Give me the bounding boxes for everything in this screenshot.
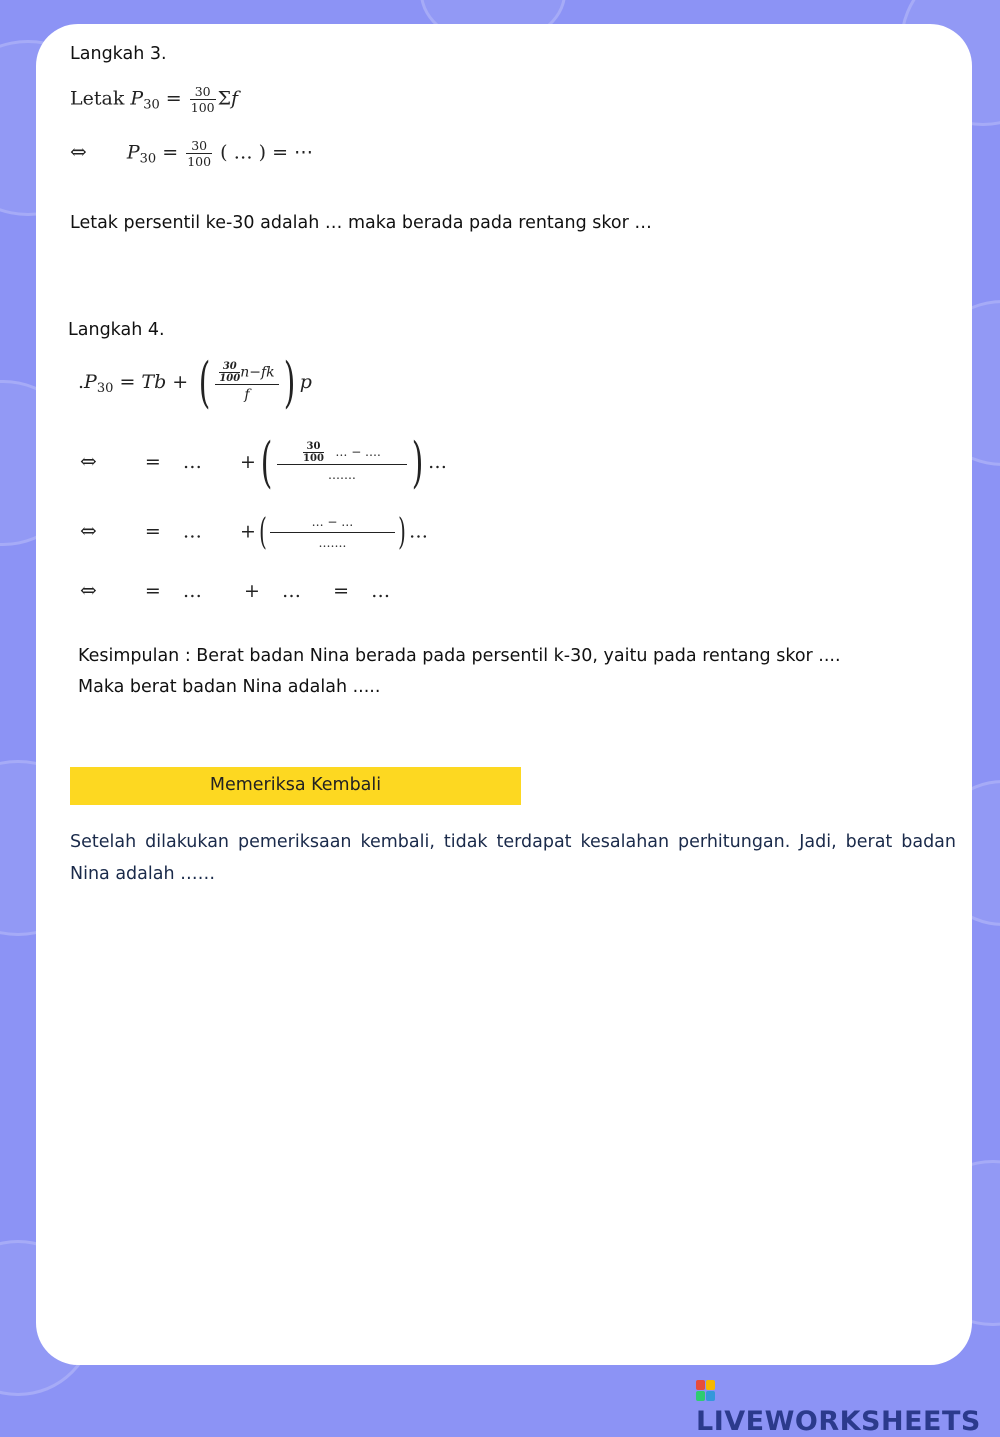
- equals-sign: =: [162, 141, 179, 164]
- review-paragraph: Setelah dilakukan pemeriksaan kembali, tidak terdapat kesalahan perhitungan. Jadi, berat badan Nina adalah ……: [70, 832, 956, 884]
- lead-dot: .: [78, 371, 85, 393]
- answer-blank[interactable]: …: [428, 451, 448, 473]
- result-dots: = ⋯: [272, 141, 314, 164]
- left-paren: (: [259, 511, 267, 553]
- answer-blank[interactable]: … − ….: [335, 445, 381, 459]
- brand-name: LIVEWORKSHEETS: [696, 1406, 981, 1437]
- subscript: 30: [139, 151, 157, 167]
- equals-sign: =: [144, 451, 161, 473]
- variable-p: P: [126, 141, 140, 164]
- inner-fraction: $\frac{30}{100}$: [219, 361, 241, 384]
- subscript: 30: [143, 97, 160, 113]
- subscript: 30: [96, 381, 114, 396]
- answer-blank[interactable]: …: [182, 451, 202, 473]
- step4-formula: [78, 351, 312, 414]
- variable-tb: Tb: [141, 371, 167, 393]
- fraction: $\frac{30}{100}$: [190, 84, 215, 115]
- answer-blank[interactable]: …….: [318, 536, 347, 550]
- step3-formula-fill: [70, 138, 313, 169]
- step3-heading: Langkah 3.: [70, 44, 167, 64]
- conclusion-line-1: Kesimpulan : Berat badan Nina berada pada persentil k-30, yaitu pada rentang skor ....: [78, 646, 841, 666]
- right-paren: ): [411, 431, 424, 494]
- step4-line2: [80, 431, 448, 494]
- right-paren: ): [398, 511, 406, 553]
- fill-fraction: [270, 512, 395, 553]
- plus-sign: +: [243, 580, 260, 602]
- fill-fraction: [277, 441, 407, 485]
- plus-sign: +: [239, 451, 256, 473]
- answer-blank[interactable]: …: [281, 580, 301, 602]
- step3-sentence: Letak persentil ke-30 adalah … maka berada pada rentang skor …: [70, 213, 652, 233]
- left-paren: (: [199, 351, 211, 414]
- answer-blank[interactable]: …: [371, 580, 391, 602]
- sum-sign: Σ: [217, 87, 232, 110]
- left-paren: (: [260, 431, 273, 494]
- step4-line4: [80, 578, 390, 602]
- step4-line3: [80, 512, 428, 553]
- equivalence-arrow: ⇔: [80, 449, 97, 473]
- section-title: Memeriksa Kembali: [209, 775, 382, 795]
- equals-sign: =: [144, 520, 161, 543]
- answer-blank[interactable]: … − …: [270, 512, 395, 533]
- equals-sign: =: [144, 580, 161, 602]
- step3-formula-location: [70, 84, 238, 115]
- equals-sign: =: [333, 580, 349, 602]
- liveworksheets-logo-icon: [696, 1380, 716, 1402]
- equivalence-arrow: ⇔: [80, 578, 97, 602]
- plus-sign: +: [239, 520, 256, 543]
- equals-sign: =: [165, 87, 182, 110]
- formula-label: Letak: [70, 87, 125, 110]
- equivalence-arrow: ⇔: [80, 518, 97, 543]
- answer-blank[interactable]: …….: [328, 468, 356, 482]
- percentile-fraction: $\frac{30}{100}$ n−fk f: [215, 361, 278, 405]
- equivalence-arrow: ⇔: [70, 139, 87, 164]
- equals-sign: =: [119, 371, 136, 393]
- variable-p: P: [84, 371, 97, 393]
- variable-f: f: [231, 87, 239, 110]
- plus-sign: +: [172, 371, 189, 393]
- inner-fraction: $\frac{30}{100}$: [303, 441, 324, 464]
- answer-blank[interactable]: …: [182, 580, 202, 602]
- step4-heading: Langkah 4.: [68, 320, 165, 340]
- variable-p: P: [130, 87, 144, 110]
- right-paren: ): [283, 351, 295, 414]
- answer-blank[interactable]: …: [182, 520, 202, 543]
- answer-blank[interactable]: ( … ): [220, 141, 267, 164]
- answer-blank[interactable]: …: [408, 520, 428, 543]
- conclusion-line-2: Maka berat badan Nina adalah .....: [78, 677, 381, 697]
- liveworksheets-logo: [696, 1375, 1000, 1437]
- fraction: $\frac{30}{100}$: [187, 138, 212, 169]
- section-banner: [70, 767, 521, 805]
- variable-p-small: p: [299, 371, 312, 393]
